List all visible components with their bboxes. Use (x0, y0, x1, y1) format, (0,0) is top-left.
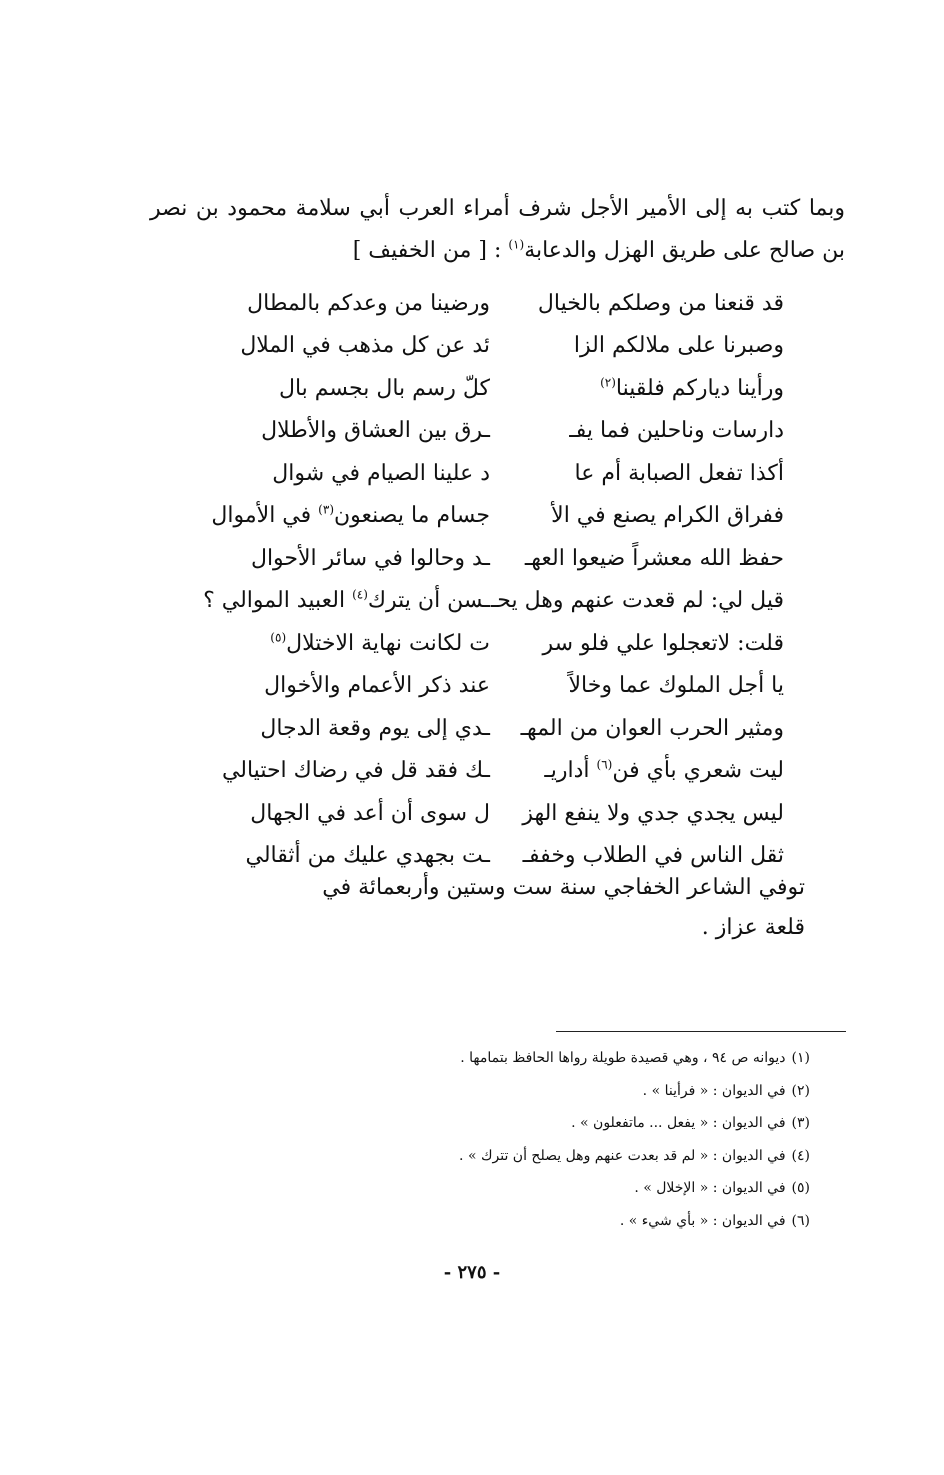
footnote-3 (300, 1107, 810, 1140)
footnote-mark-5: (٥) (270, 630, 287, 645)
intro-text: وبما كتب به إلى الأمير الأجل شرف أمراء العرب أبي سلامة محمود بن نصر بن صالح على طريق الهزل والدعابة (150, 196, 845, 263)
footnote-4 (300, 1140, 810, 1173)
hemistich-first: وصبرنا على ملالكم الزا (573, 333, 784, 359)
intro-paragraph (150, 188, 845, 272)
footnote-text: في الديوان : « بأي شيء » . (619, 1212, 786, 1229)
verse-5 (218, 452, 784, 495)
footnotes (300, 1042, 810, 1237)
verse-11 (218, 707, 784, 750)
hemistich-second: ـرق بين العشاق والأطلال (261, 418, 490, 444)
hemistich-first: قيل لي: لم قعدت عنهم وهل يحـ (490, 588, 784, 614)
hemistich-first: ورأينا ديارکم فلقينا$^{(٢)}$ (600, 375, 784, 401)
verse-1 (218, 282, 784, 325)
hemistich-first: ففراق الكرام يصنع في الأ (551, 503, 784, 529)
hemistich-second: ل سوى أن أعد في الجهال (250, 800, 490, 826)
verse-2 (218, 325, 784, 368)
footnote-number: (١) (791, 1050, 810, 1066)
hemistich-first: ليس يجدي جدي ولا ينفع الهز (522, 800, 784, 826)
footnote-1 (300, 1042, 810, 1075)
footnote-number: (٦) (791, 1212, 810, 1229)
poem (203, 282, 784, 877)
hemistich-second: ـدي إلى يوم وقعة الدجال (260, 715, 490, 741)
hemistich-second: عند ذكر الأعمام والأخوال (264, 673, 490, 699)
footnote-text: في الديوان : « لم قد بعدت عنهم وهل يصلح أن تترك » . (459, 1147, 786, 1164)
footnote-mark-4: (٤) (352, 587, 368, 602)
page-number: - ٢٧٥ - (443, 1262, 501, 1283)
footnote-mark-2: (٢) (600, 375, 616, 390)
closing-note: توفي الشاعر الخفاجي سنة ست وستين وأربعمائة في قلعة عزاز . (322, 875, 805, 940)
hemistich-second: ورضينا من وعدكم بالمطال (247, 290, 490, 316)
hemistich-first: قلت: لاتعجلوا علي فلو سر (542, 630, 784, 656)
hemistich-second: جسام ما يصنعون$^{(٣)}$ في الأموال (211, 502, 490, 529)
footnote-2 (300, 1075, 810, 1108)
hemistich-first: يا أجل الملوك عما وخالاً (568, 673, 784, 699)
verse-7 (218, 537, 784, 580)
footnote-mark-6: (٦) (596, 757, 613, 772)
footnote-mark-1: (١) (508, 237, 525, 252)
footnote-number: (٣) (791, 1115, 810, 1131)
hemistich-first: ومثير الحرب العوان من المهـ (520, 715, 784, 741)
footnote-text: في الديوان : « فرأينا » . (642, 1082, 786, 1099)
verse-9 (218, 622, 784, 665)
hemistich-first: ليت شعري بأي فن$^{(٦)}$ أداريـ (544, 757, 784, 784)
verse-4 (218, 410, 784, 453)
verse-3 (218, 367, 784, 410)
verse-6 (211, 495, 784, 538)
footnote-divider (556, 1031, 846, 1032)
hemistich-second: ئد عن كل مذهب في الملال (240, 333, 490, 359)
hemistich-second: ـسن أن يترك$^{(٤)}$ العبيد الموالي ؟ (203, 587, 490, 614)
verse-10 (218, 665, 784, 708)
footnote-mark-3: (٣) (318, 502, 334, 517)
hemistich-first: ثقل الناس في الطلاب وخففـ (522, 843, 784, 869)
verse-13 (218, 792, 784, 835)
hemistich-first: حفظ الله معشراً ضيعوا العهـ (524, 545, 784, 571)
hemistich-second: ـت بجهدي عليك من أثقالي (245, 843, 490, 869)
footnote-5 (300, 1172, 810, 1205)
hemistich-second: ت لكانت نهاية الاختلال$^{(٥)}$ (270, 630, 490, 656)
hemistich-first: دارسات وناحلين فما يفـ (569, 418, 784, 444)
footnote-text: ديوانه ص ٩٤ ، وهي قصيدة طويلة رواها الحافظ بتمامها . (460, 1050, 786, 1066)
hemistich-second: كلّ رسم بال بجسم بال (278, 375, 490, 401)
verse-8 (203, 580, 784, 623)
hemistich-first: أكذا تفعل الصبابة أم عا (574, 460, 784, 486)
footnote-text: في الديوان : « الإخلال » . (634, 1180, 786, 1196)
hemistich-second: ـد وحالوا في سائر الأحوال (250, 545, 490, 571)
hemistich-second: ـك فقد قل في رضاك احتيالي (221, 758, 490, 784)
meter-label: : [ من الخفيف ] (352, 238, 502, 263)
verse-12 (218, 750, 784, 793)
hemistich-second: د علينا الصيام في شوال (272, 460, 490, 486)
footnote-number: (٢) (791, 1082, 810, 1099)
footnote-text: في الديوان : « يفعل ... ماتفعلون » . (571, 1115, 786, 1131)
footnote-number: (٤) (791, 1147, 810, 1164)
footnote-6 (300, 1205, 810, 1238)
footnote-number: (٥) (791, 1180, 810, 1196)
hemistich-first: قد قنعنا من وصلكم بالخيال (537, 290, 784, 316)
